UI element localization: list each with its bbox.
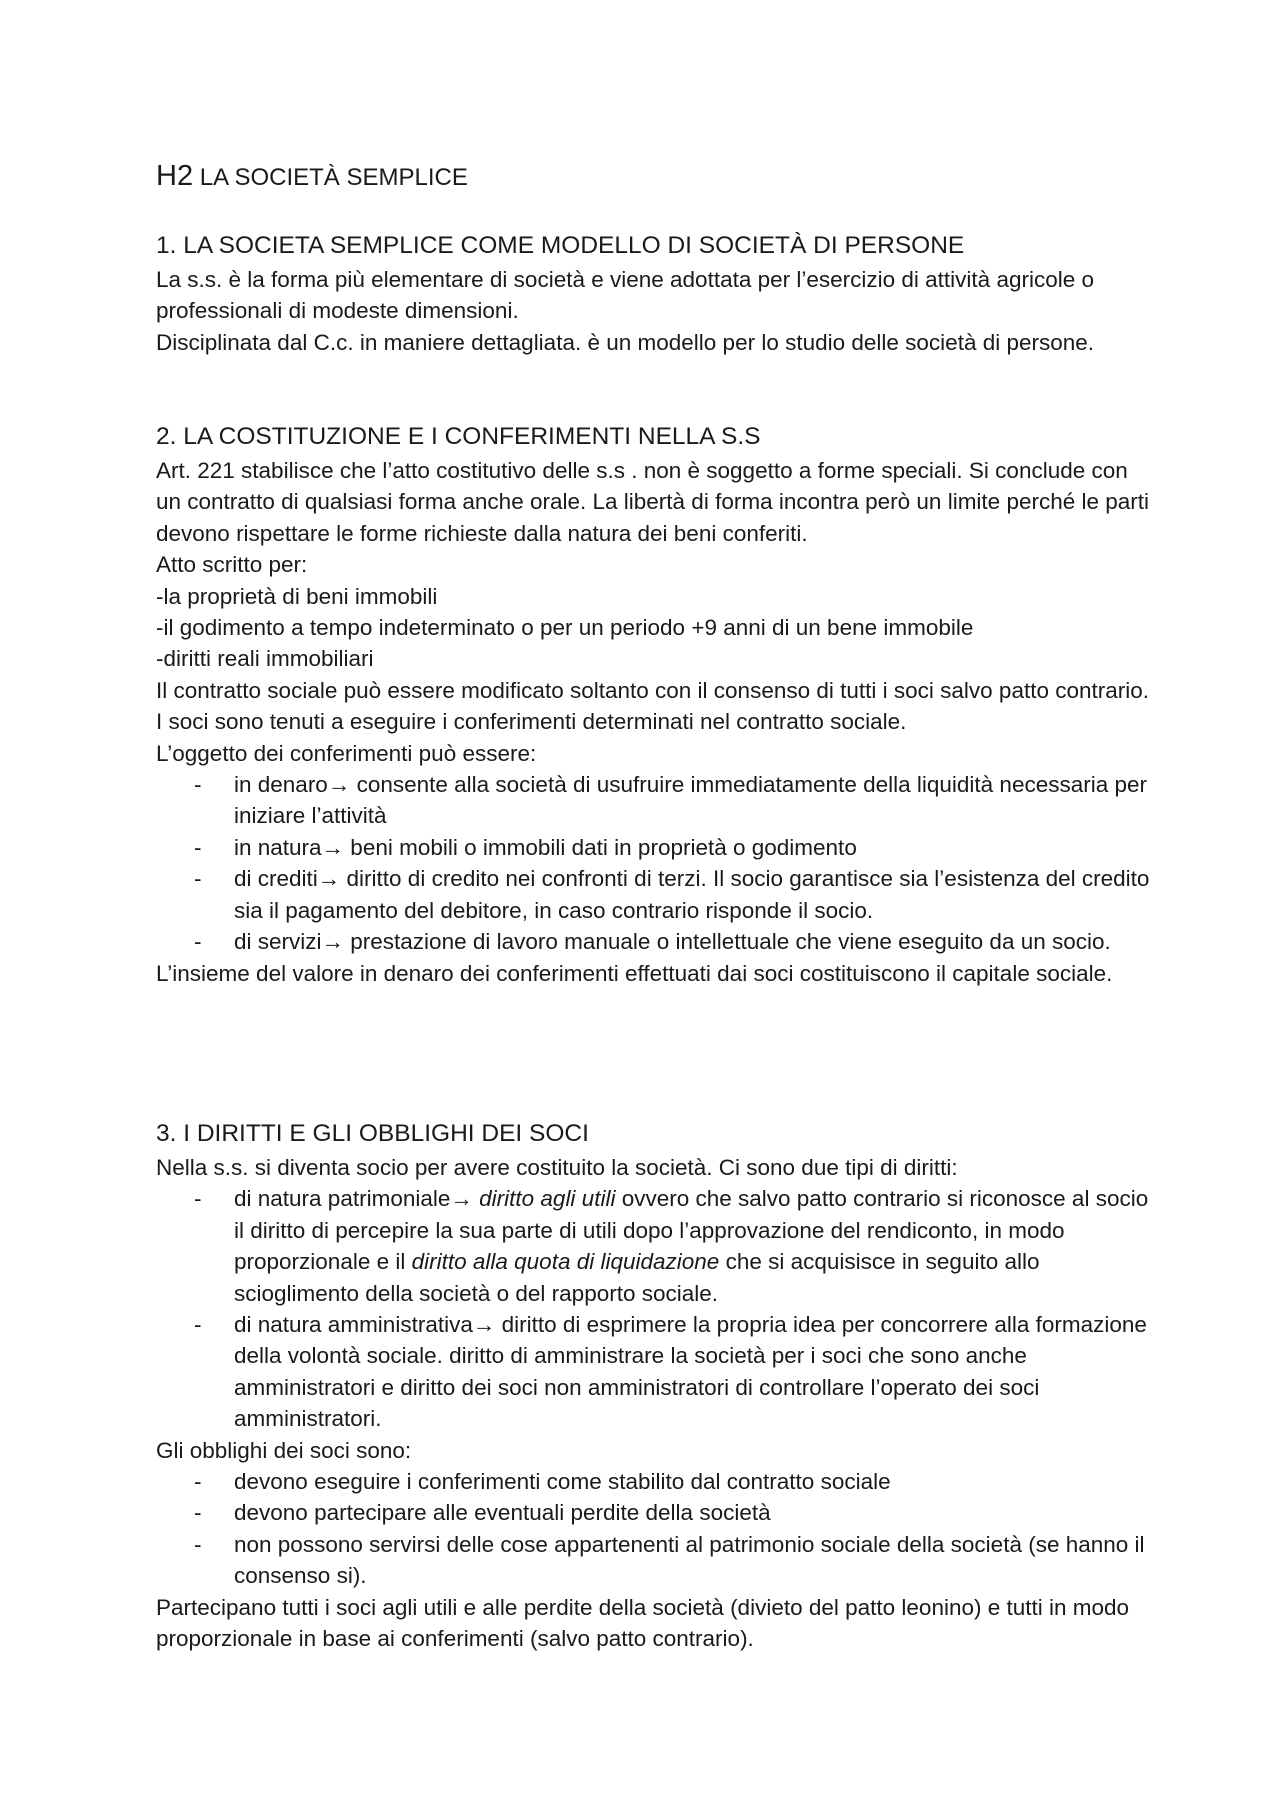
paragraph: -diritti reali immobiliari: [156, 646, 374, 672]
list-item: - devono eseguire i conferimenti come stabilito dal contratto sociale: [156, 1466, 1156, 1497]
paragraph: Art. 221 stabilisce che l’atto costitutivo delle s.s . non è soggetto a forme speciali. Si conclude con un contratto di qualsiasi forma anche orale. La libertà di forma incontra però un limite perché le parti devono rispettare le forme richieste dalla natura dei beni conferiti.: [156, 458, 1150, 546]
paragraph: Gli obblighi dei soci sono:: [156, 1437, 412, 1463]
document-title: [156, 158, 468, 196]
list-item: - devono partecipare alle eventuali perdite della società: [156, 1497, 1156, 1528]
section-3: [156, 1118, 1156, 1655]
list-item: - di crediti→ diritto di credito nei confronti di terzi. Il socio garantisce sia l’esistenza del credito sia il pagamento del debitore, in caso contrario risponde il socio.: [156, 863, 1156, 926]
italic-term: diritto alla quota di liquidazione: [411, 1249, 720, 1275]
section-1-heading: 1. LA SOCIETA SEMPLICE COME MODELLO DI SOCIETÀ DI PERSONE: [156, 232, 965, 259]
paragraph: Il contratto sociale può essere modificato soltanto con il consenso di tutti i soci salvo patto contrario.: [156, 677, 1150, 703]
obligations-list: [156, 1466, 1156, 1592]
list-item: - di natura amministrativa→ diritto di esprimere la propria idea per concorrere alla formazione della volontà sociale. diritto di amministrare la società per i soci che sono anche amministratori e diritto dei soci non amministratori di controllare l’operato dei soci amministratori.: [156, 1309, 1156, 1435]
section-2-heading: 2. LA COSTITUZIONE E I CONFERIMENTI NELLA S.S: [156, 423, 761, 450]
text-run: ovvero che salvo patto contrario si riconosce al socio il diritto di percepire la sua parte di utili dopo l’approvazione del rendiconto, in modo proporzionale e il: [234, 1186, 1149, 1275]
rights-list: [156, 1183, 1156, 1434]
heading-level-tag: H2: [156, 160, 194, 192]
paragraph: La s.s. è la forma più elementare di società e viene adottata per l’esercizio di attività agricole o professionali di modeste dimensioni.: [156, 267, 1095, 324]
list-item: - in natura→ beni mobili o immobili dati in proprietà o godimento: [156, 832, 1156, 863]
paragraph: Partecipano tutti i soci agli utili e alle perdite della società (divieto del patto leonino) e tutti in modo proporzionale in base ai conferimenti (salvo patto contrario).: [156, 1594, 1130, 1652]
title-text: LA SOCIETÀ SEMPLICE: [199, 164, 468, 191]
italic-term: diritto agli utili: [479, 1186, 616, 1212]
text-run: di natura patrimoniale→: [234, 1186, 480, 1212]
section-3-heading: 3. I DIRITTI E GLI OBBLIGHI DEI SOCI: [156, 1120, 589, 1147]
contributions-list: [156, 769, 1156, 957]
paragraph: I soci sono tenuti a eseguire i conferimenti determinati nel contratto sociale.: [156, 709, 907, 735]
list-item: - in denaro→ consente alla società di usufruire immediatamente della liquidità necessaria per iniziare l’attività: [156, 769, 1156, 832]
section-1: [156, 230, 1156, 358]
paragraph: L’insieme del valore in denaro dei conferimenti effettuati dai soci costituiscono il capitale sociale.: [156, 960, 1113, 986]
paragraph: L’oggetto dei conferimenti può essere:: [156, 740, 537, 766]
paragraph: Atto scritto per:: [156, 552, 308, 578]
text-run: che si acquisisce in seguito allo scioglimento della società o del rapporto sociale.: [234, 1249, 1040, 1306]
list-item: - non possono servirsi delle cose appartenenti al patrimonio sociale della società (se hanno il consenso si).: [156, 1529, 1156, 1592]
paragraph: -la proprietà di beni immobili: [156, 583, 438, 609]
section-2: [156, 421, 1156, 989]
paragraph: Disciplinata dal C.c. in maniere dettagliata. è un modello per lo studio delle società di persone.: [156, 329, 1095, 355]
paragraph: Nella s.s. si diventa socio per avere costituito la società. Ci sono due tipi di diritti:: [156, 1155, 958, 1180]
paragraph: -il godimento a tempo indeterminato o per un periodo +9 anni di un bene immobile: [156, 615, 974, 641]
list-item: [156, 1183, 1156, 1309]
list-item: - di servizi→ prestazione di lavoro manuale o intellettuale che viene eseguito da un socio.: [156, 926, 1156, 957]
